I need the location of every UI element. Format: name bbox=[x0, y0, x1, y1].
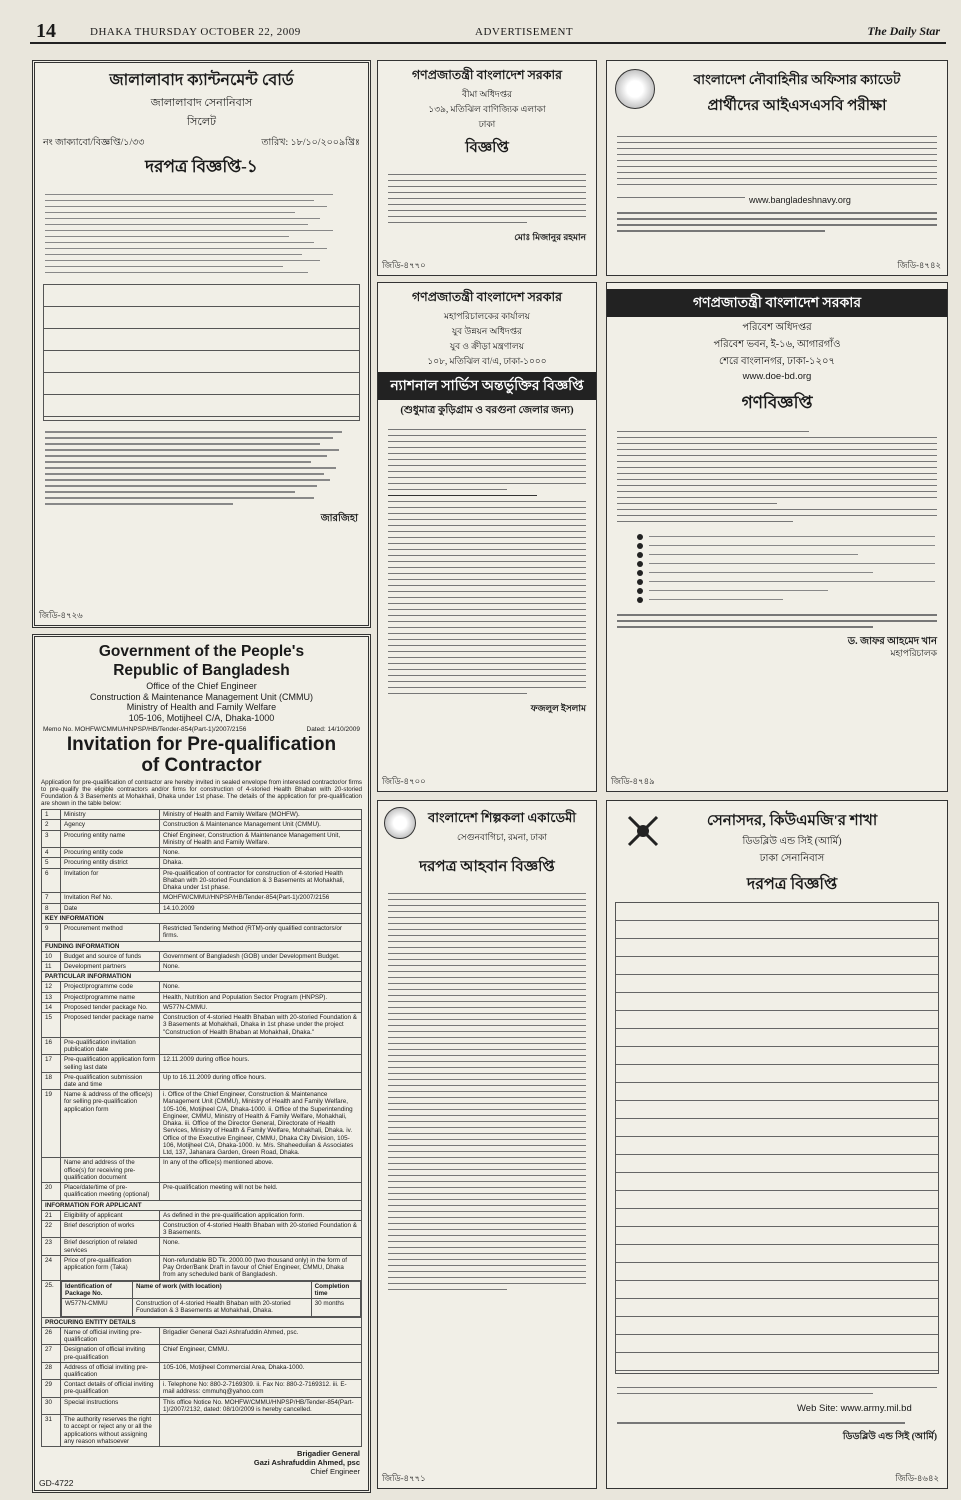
ad-title-line-1: Government of the People's bbox=[98, 643, 305, 660]
section-header: FUNDING INFORMATION bbox=[42, 941, 362, 951]
signatory: মোঃ মিজানুর রহমান bbox=[514, 231, 586, 242]
row-number: 21 bbox=[42, 1210, 61, 1220]
ad-heading: দরপত্র বিজ্ঞপ্তি-১ bbox=[145, 157, 258, 176]
row-number: 13 bbox=[42, 992, 61, 1002]
row-field: Brief description of works bbox=[61, 1221, 160, 1238]
row-number bbox=[42, 1158, 61, 1183]
row-field: Name and address of the office(s) for receiving pre-qualification document bbox=[61, 1158, 160, 1183]
ad-subtitle: ডিডব্লিউ এন্ড সিই (আর্মি) bbox=[742, 836, 842, 847]
row-value: This office Notice No. MOHFW/CMMU/HNPSP/HB/Tender-854(Part-1)/2007/2132, dated: 08/10/2009 is hereby cancelled. bbox=[160, 1397, 362, 1414]
row-field: Project/programme code bbox=[61, 982, 160, 992]
tender-details-text bbox=[378, 884, 596, 1299]
masthead bbox=[30, 18, 946, 44]
row-field: Address of official inviting pre-qualification bbox=[61, 1362, 160, 1379]
row-number: 10 bbox=[42, 951, 61, 961]
table-row bbox=[42, 1238, 362, 1255]
dateline: DHAKA THURSDAY OCTOBER 22, 2009 bbox=[90, 26, 301, 38]
table-row bbox=[42, 1345, 362, 1362]
ad-code: জিডি-৪৭০০ bbox=[382, 776, 426, 786]
row-number: 4 bbox=[42, 848, 61, 858]
notice-text bbox=[378, 165, 596, 232]
ad-title: বাংলাদেশ নৌবাহিনীর অফিসার ক্যাডেট bbox=[693, 72, 901, 87]
row-value: Government of Bangladesh (GOB) under Development Budget. bbox=[160, 951, 362, 961]
row-number: 22 bbox=[42, 1221, 61, 1238]
ad-heading: দরপত্র আহবান বিজ্ঞপ্তি bbox=[419, 859, 555, 875]
package-cell bbox=[61, 1280, 362, 1317]
package-value: Construction of 4-storied Health Bhaban with 20-storied Foundation & 3 Basements at Mohakhali, Dhaka. bbox=[132, 1299, 311, 1316]
row-number: 16 bbox=[42, 1037, 61, 1054]
row-field: Proposed tender package name bbox=[61, 1013, 160, 1038]
table-row bbox=[42, 830, 362, 847]
ad-subtitle-2: যুব উন্নয়ন অধিদপ্তর bbox=[451, 326, 522, 336]
memo-number: Memo No. MOHFW/CMMU/HNPSP/HB/Tender-854(Part-1)/2007/2156 bbox=[43, 725, 247, 733]
office-address: 105-106, Motijheel C/A, Dhaka-1000 bbox=[128, 713, 275, 724]
row-value bbox=[160, 1037, 362, 1054]
package-table bbox=[61, 1281, 361, 1317]
row-field: Date bbox=[61, 903, 160, 913]
ad-subtitle: জালালাবাদ সেনানিবাস bbox=[150, 97, 253, 109]
table-row bbox=[42, 992, 362, 1002]
section-header-row bbox=[42, 1200, 362, 1210]
office-name: Office of the Chief Engineer bbox=[146, 680, 257, 691]
row-field: The authority reserves the right to accept or reject any or all the applications without assigning any reason whatsoever bbox=[61, 1415, 160, 1447]
ad-code: GD-4722 bbox=[39, 1478, 74, 1488]
row-number: 29 bbox=[42, 1380, 61, 1397]
army-website[interactable]: Web Site: www.army.mil.bd bbox=[797, 1402, 912, 1414]
row-value: None. bbox=[160, 961, 362, 971]
row-number: 20 bbox=[42, 1183, 61, 1200]
row-value: Health, Nutrition and Population Sector Program (HNPSP). bbox=[160, 992, 362, 1002]
ad-subheading: (শুধুমাত্র কুড়িগ্রাম ও বরগুনা জেলার জন্য) bbox=[400, 405, 574, 416]
table-row bbox=[42, 1255, 362, 1280]
table-row bbox=[42, 1221, 362, 1238]
row-field: Agency bbox=[61, 820, 160, 830]
row-field: Price of pre-qualification application form (Taka) bbox=[61, 1255, 160, 1280]
ad-subtitle-2: পরিবেশ ভবন, ই-১৬, আগারগাঁও bbox=[713, 339, 841, 350]
ad-subtitle-4: ১০৮, মতিঝিল বা/এ, ঢাকা-১০০০ bbox=[427, 356, 547, 366]
table-row bbox=[42, 1037, 362, 1054]
section-header-row bbox=[42, 1317, 362, 1327]
army-crest-icon bbox=[623, 811, 663, 851]
table-row bbox=[42, 1055, 362, 1072]
row-value: Construction of 4-storied Health Bhaban with 20-storied Foundation & 3 Basements at Mohakhali, Dhaka in 1st phase under the project "Construction of Health Bhaban at Mohakhali, Dhaka." bbox=[160, 1013, 362, 1038]
ad-code: জিডি-৪৭২৬ bbox=[39, 610, 83, 620]
ad-heading: গণবিজ্ঞপ্তি bbox=[741, 393, 813, 412]
row-field: Pre-qualification submission date and time bbox=[61, 1072, 160, 1089]
row-number: 11 bbox=[42, 961, 61, 971]
memo-date: Dated: 14/10/2009 bbox=[306, 725, 360, 733]
table-row bbox=[42, 1397, 362, 1414]
ad-code: জিডি-৪৭৪২ bbox=[897, 260, 941, 270]
row-field: Budget and source of funds bbox=[61, 951, 160, 961]
ad-intro: Application for pre-qualification of contractor are hereby invited in sealed envelope from interested contractor/or firms to pre-qualify the eligible contractors and/or firms for construction of 4-storied Health Bhaban with 20-storied Foundation & 3 Basements at Mohakhali, Dhaka under 1st phase. The details of the application for pre-qualification are shown in the table below: bbox=[41, 778, 362, 808]
ad-subtitle-3: যুব ও ক্রীড়া মন্ত্রণালয় bbox=[449, 341, 524, 351]
ad-heading: দরপত্র বিজ্ঞপ্তি bbox=[746, 876, 838, 893]
table-row bbox=[42, 1327, 362, 1344]
ad-subtitle: বীমা অধিদপ্তর bbox=[462, 89, 512, 99]
row-value: None. bbox=[160, 982, 362, 992]
table-row bbox=[42, 1362, 362, 1379]
section-header: PARTICULAR INFORMATION bbox=[42, 972, 362, 982]
row-value: 14.10.2009 bbox=[160, 903, 362, 913]
package-header: Name of work (with location) bbox=[132, 1281, 311, 1298]
row-number: 28 bbox=[42, 1362, 61, 1379]
ministry-name: Ministry of Health and Family Welfare bbox=[126, 702, 277, 713]
row-value: MOHFW/CMMU/HNPSP/HB/Tender-854(Part-1)/2007/2156 bbox=[160, 893, 362, 903]
notice-text bbox=[607, 422, 947, 531]
newspaper-logo: The Daily Star bbox=[867, 24, 940, 38]
table bbox=[41, 809, 362, 1447]
row-field: Procuring entity name bbox=[61, 830, 160, 847]
row-value: Non-refundable BD Tk. 2000.00 (two thousand only) in the form of Pay Order/Bank Draft in favour of Chief Engineer, CMMU, Dhaka from any scheduled bank of Bangladesh. bbox=[160, 1255, 362, 1280]
row-field: Pre-qualification application form selling last date bbox=[61, 1055, 160, 1072]
ad-jalalabad-cantonment bbox=[32, 60, 371, 628]
ad-title: জালালাবাদ ক্যান্টনমেন্ট বোর্ড bbox=[109, 72, 294, 89]
table-row bbox=[42, 961, 362, 971]
footer-text bbox=[607, 1414, 947, 1433]
signatory-title: মহাপরিচালক bbox=[890, 648, 937, 658]
row-value: i. Office of the Chief Engineer, Construction & Maintenance Management Unit (CMMU), Ministry of Health and Family Welfare, 105-106, Motijheel C/A, Dhaka-1000. ii. Office of the Superintending Engineer, CMMU, Ministry of Health & Family Welfare, Mohakhali, Dhaka. iii. Office of the Director General, Directorate of Health Services, Ministry of Health & Family Welfare, Mohakhali, Dhaka. iv. Office of the Executive Engineer, CMMU, Dhaka City Division, 105-106, Motijheel C/A, Dhaka-1000. iv. M/s. Shaheeduilan & Associates Ltd, 137, Jahanara Garden, Green Road, Dhaka. bbox=[160, 1090, 362, 1158]
signer-title: Chief Engineer bbox=[310, 1467, 360, 1477]
ad-navy-issb bbox=[606, 60, 948, 276]
academy-logo-icon bbox=[384, 807, 416, 839]
table-row bbox=[42, 1183, 362, 1200]
package-header: Identification of Package No. bbox=[62, 1281, 133, 1298]
ad-heading: বিজ্ঞপ্তি bbox=[465, 140, 509, 156]
row-field: Eligibility of applicant bbox=[61, 1210, 160, 1220]
ad-code: জিডি-৪৭৪৯ bbox=[611, 776, 655, 786]
section-header-row bbox=[42, 913, 362, 923]
page-number: 14 bbox=[36, 20, 56, 42]
ad-heading: ন্যাশনাল সার্ভিস অন্তর্ভুক্তির বিজ্ঞপ্তি bbox=[378, 372, 596, 400]
table-row bbox=[42, 982, 362, 992]
signer-rank: Brigadier General bbox=[297, 1449, 360, 1459]
table-row bbox=[42, 1158, 362, 1183]
ad-code: জিডি-৪৭৭১ bbox=[382, 1473, 426, 1483]
row-number: 5 bbox=[42, 858, 61, 868]
row-value: i. Telephone No: 880-2-7169309. ii. Fax No: 880-2-7169312. iii. E-mail address: cmmuhq@yahoo.com bbox=[160, 1380, 362, 1397]
table-row bbox=[42, 924, 362, 941]
ad-subtitle-2: সিলেট bbox=[186, 116, 217, 128]
table-row bbox=[42, 893, 362, 903]
row-number: 31 bbox=[42, 1415, 61, 1447]
section-header: KEY INFORMATION bbox=[42, 913, 362, 923]
row-field: Name & address of the office(s) for selling pre-qualification application form bbox=[61, 1090, 160, 1158]
row-field: Name of official inviting pre-qualification bbox=[61, 1327, 160, 1344]
ad-heading: প্রার্থীদের আইএসএসবি পরীক্ষা bbox=[707, 98, 887, 114]
table-row bbox=[42, 820, 362, 830]
row-field: Proposed tender package No. bbox=[61, 1002, 160, 1012]
row-value: Ministry of Health and Family Welfare (MOHFW). bbox=[160, 810, 362, 820]
row-field: Special instructions bbox=[61, 1397, 160, 1414]
row-number: 25. bbox=[42, 1280, 61, 1317]
row-value: Chief Engineer, Construction & Maintenance Management Unit, Ministry of Health and Family Welfare. bbox=[160, 830, 362, 847]
row-field: Place/date/time of pre-qualification meeting (optional) bbox=[61, 1183, 160, 1200]
ad-shilpakala-academy bbox=[377, 800, 597, 1489]
section-header: PROCURING ENTITY DETAILS bbox=[42, 1317, 362, 1327]
doe-website[interactable]: www.doe-bd.org bbox=[742, 371, 812, 382]
signer-name: Gazi Ashrafuddin Ahmed, psc bbox=[253, 1458, 360, 1468]
ad-title: গণপ্রজাতন্ত্রী বাংলাদেশ সরকার bbox=[411, 68, 563, 82]
row-field: Invitation Ref No. bbox=[61, 893, 160, 903]
ad-environment-notice bbox=[606, 282, 948, 792]
row-value: W577N-CMMU. bbox=[160, 1002, 362, 1012]
row-value: Brigadier General Gazi Ashrafuddin Ahmed, psc. bbox=[160, 1327, 362, 1344]
navy-emblem-icon bbox=[615, 69, 655, 109]
ad-subtitle: পরিবেশ অধিদপ্তর bbox=[742, 322, 812, 333]
row-value: Restricted Tendering Method (RTM)-only qualified contractors/or firms. bbox=[160, 924, 362, 941]
ad-army-tender bbox=[606, 800, 948, 1489]
signatory: জারজিহা bbox=[320, 513, 358, 524]
row-number: 3 bbox=[42, 830, 61, 847]
ad-title: গণপ্রজাতন্ত্রী বাংলাদেশ সরকার bbox=[411, 290, 563, 304]
row-field: Invitation for bbox=[61, 868, 160, 893]
package-row bbox=[42, 1280, 362, 1317]
ad-subtitle-3: ঢাকা bbox=[478, 119, 496, 129]
row-value: In any of the office(s) mentioned above. bbox=[160, 1158, 362, 1183]
ad-subtitle: মহাপরিচালকের কার্যালয় bbox=[444, 311, 530, 321]
row-value: Construction & Maintenance Management Unit (CMMU). bbox=[160, 820, 362, 830]
row-field: Project/programme name bbox=[61, 992, 160, 1002]
ad-subtitle-2: ১৩৯, মতিঝিল বাণিজ্যিক এলাকা bbox=[428, 104, 546, 114]
row-number: 14 bbox=[42, 1002, 61, 1012]
ad-code: জিডি-৪৭৭০ bbox=[382, 260, 426, 270]
row-value: Construction of 4-storied Health Bhaban with 20-storied Foundation & 3 Basements. bbox=[160, 1221, 362, 1238]
table-row bbox=[42, 1380, 362, 1397]
row-number: 7 bbox=[42, 893, 61, 903]
package-header: Completion time bbox=[311, 1281, 360, 1298]
row-value bbox=[160, 1415, 362, 1447]
table-row bbox=[42, 810, 362, 820]
row-number: 27 bbox=[42, 1345, 61, 1362]
row-number: 1 bbox=[42, 810, 61, 820]
tender-table bbox=[615, 902, 939, 1374]
ad-title-line-2: Republic of Bangladesh bbox=[113, 662, 290, 680]
section-header: INFORMATION FOR APPLICANT bbox=[42, 1200, 362, 1210]
row-number: 9 bbox=[42, 924, 61, 941]
row-field: Ministry bbox=[61, 810, 160, 820]
contact-text bbox=[607, 1378, 947, 1403]
row-field: Procuring entity code bbox=[61, 848, 160, 858]
table-row bbox=[42, 858, 362, 868]
row-field: Contact details of official inviting pre-qualification bbox=[61, 1380, 160, 1397]
signatory: ফজলুল ইসলাম bbox=[530, 702, 586, 713]
row-value: None. bbox=[160, 848, 362, 858]
ad-subtitle: সেগুনবাগিচা, রমনা, ঢাকা bbox=[456, 832, 548, 842]
table-row bbox=[42, 1415, 362, 1447]
table-row bbox=[42, 903, 362, 913]
row-field: Development partners bbox=[61, 961, 160, 971]
row-field: Procuring entity district bbox=[61, 858, 160, 868]
package-header-row bbox=[62, 1281, 361, 1298]
ad-title: গণপ্রজাতন্ত্রী বাংলাদেশ সরকার bbox=[607, 289, 947, 317]
row-field: Brief description of related services bbox=[61, 1238, 160, 1255]
section-label: ADVERTISEMENT bbox=[475, 26, 574, 38]
row-value: Pre-qualification meeting will not be held. bbox=[160, 1183, 362, 1200]
row-number: 30 bbox=[42, 1397, 61, 1414]
ad-heading-line-2: of Contractor bbox=[141, 754, 262, 776]
ad-title: সেনাসদর, কিউএমজি'র শাখা bbox=[706, 813, 878, 829]
package-value: W577N-CMMU bbox=[62, 1299, 133, 1316]
row-number: 19 bbox=[42, 1090, 61, 1158]
row-number: 18 bbox=[42, 1072, 61, 1089]
row-value: None. bbox=[160, 1238, 362, 1255]
row-number: 26 bbox=[42, 1327, 61, 1344]
notice-text bbox=[378, 420, 596, 703]
table-row bbox=[42, 1210, 362, 1220]
row-value: Pre-qualification of contractor for construction of 4-storied Health Bhaban with 20-storied Foundation & 3 Basements at Mohakhali, Dhaka under 1st phase. bbox=[160, 868, 362, 893]
prequalification-table bbox=[35, 809, 368, 1447]
row-value: As defined in the pre-qualification application form. bbox=[160, 1210, 362, 1220]
row-number: 24 bbox=[42, 1255, 61, 1280]
notice-text bbox=[607, 127, 947, 240]
memo-number: নং জাক্যাবো/বিজ্ঞপ্তি/১/৩৩ bbox=[43, 138, 145, 148]
ad-subtitle-2: ঢাকা সেনানিবাস bbox=[759, 853, 825, 864]
ad-code: জিডি-৪৬৪২ bbox=[895, 1473, 939, 1483]
ad-cmmu-prequalification bbox=[32, 634, 371, 1493]
signatory: ডিডব্লিউ এন্ড সিই (আর্মি) bbox=[842, 1432, 937, 1442]
prohibited-activities-list bbox=[607, 534, 947, 603]
memo-date: তারিখ: ১৮/১০/২০০৯খ্রিঃ bbox=[261, 138, 360, 148]
row-value: Chief Engineer, CMMU. bbox=[160, 1345, 362, 1362]
ad-subtitle-3: শেরে বাংলানগর, ঢাকা-১২০৭ bbox=[719, 356, 835, 367]
section-header-row bbox=[42, 972, 362, 982]
package-data-row bbox=[62, 1299, 361, 1316]
row-number: 2 bbox=[42, 820, 61, 830]
row-value: Dhaka. bbox=[160, 858, 362, 868]
row-value: 12.11.2009 during office hours. bbox=[160, 1055, 362, 1072]
table-row bbox=[42, 848, 362, 858]
row-number: 17 bbox=[42, 1055, 61, 1072]
row-number: 12 bbox=[42, 982, 61, 992]
table-row bbox=[42, 868, 362, 893]
section-header-row bbox=[42, 941, 362, 951]
ad-title: বাংলাদেশ শিল্পকলা একাডেমী bbox=[427, 810, 577, 825]
row-value: 105-106, Motijheel Commercial Area, Dhaka-1000. bbox=[160, 1362, 362, 1379]
table-row bbox=[42, 951, 362, 961]
work-table bbox=[43, 284, 360, 421]
row-number: 23 bbox=[42, 1238, 61, 1255]
ad-heading-line-1: Invitation for Pre-qualification bbox=[66, 733, 337, 755]
ad-insurance-directorate bbox=[377, 60, 597, 276]
ad-national-service bbox=[377, 282, 597, 792]
row-field: Pre-qualification invitation publication date bbox=[61, 1037, 160, 1054]
row-field: Procurement method bbox=[61, 924, 160, 941]
table-row bbox=[42, 1072, 362, 1089]
tender-details-text bbox=[35, 185, 368, 282]
row-number: 6 bbox=[42, 868, 61, 893]
package-value: 30 months bbox=[311, 1299, 360, 1316]
table-row bbox=[42, 1002, 362, 1012]
table-row bbox=[42, 1013, 362, 1038]
table-row bbox=[42, 1090, 362, 1158]
unit-name: Construction & Maintenance Management Unit (CMMU) bbox=[89, 691, 314, 702]
signatory: ড. জাফর আহমেদ খান bbox=[847, 636, 937, 647]
closing-text bbox=[607, 606, 947, 637]
row-field: Designation of official inviting pre-qualification bbox=[61, 1345, 160, 1362]
signature-block bbox=[35, 1449, 368, 1476]
row-number: 15 bbox=[42, 1013, 61, 1038]
conditions-text bbox=[35, 423, 368, 514]
navy-website[interactable]: www.bangladeshnavy.org bbox=[749, 194, 851, 205]
row-number: 8 bbox=[42, 903, 61, 913]
row-value: Up to 16.11.2009 during office hours. bbox=[160, 1072, 362, 1089]
